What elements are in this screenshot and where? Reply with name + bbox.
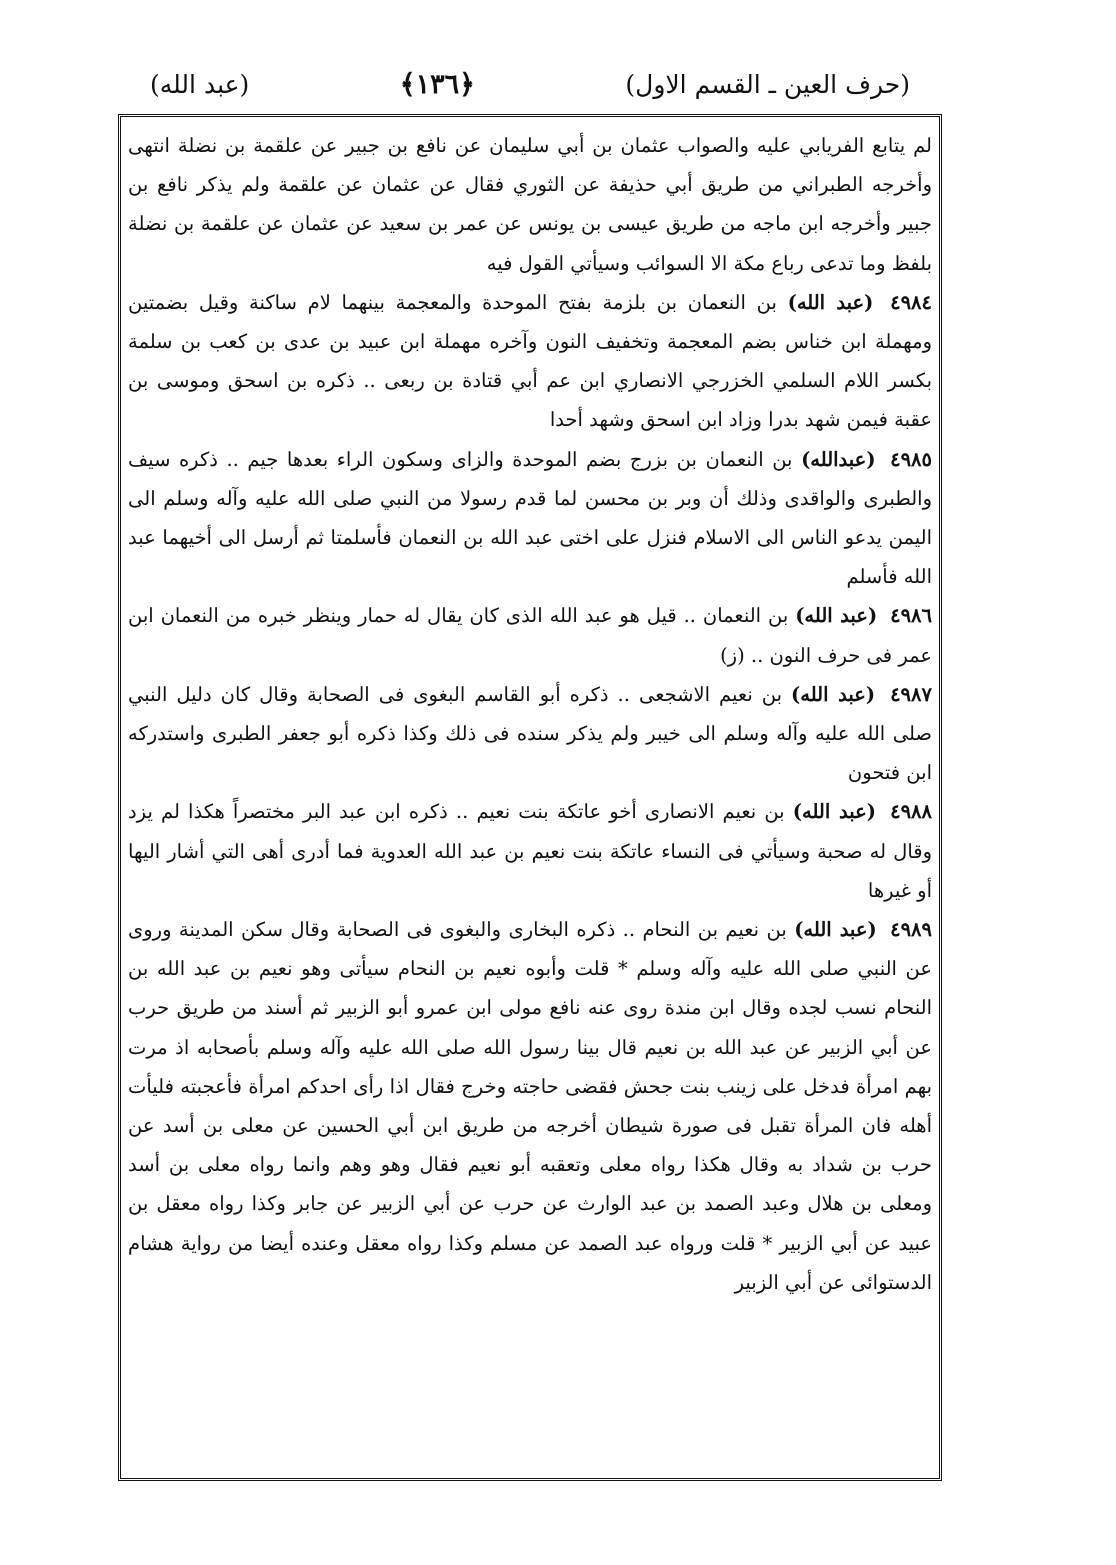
entry-number: ٤٩٨٩	[890, 918, 932, 942]
section-title: (حرف العين ـ القسم الاول)	[625, 69, 910, 99]
entry-name: (عبد الله)	[791, 682, 876, 706]
paragraph-text: بن نعيم بن النحام .. ذكره البخارى والبغوى فى الصحابة وقال سكن المدينة وروى عن النبي صلى الله عليه وآله وسلم * قلت وأبوه نعيم بن النحام سيأتى وهو نعيم بن عبد الله بن النحام نسب لجده وقال ابن مندة روى عنه نافع مولى ابن عمرو أبو الزبير ثم أسند من طريق حرب عن أبي الزبير عن عبد الله بن نعيم قال بينا رسول الله صلى الله عليه وآله وسلم بأصحابه اذ مرت بهم امرأة فدخل على زينب بنت جحش فقضى حاجته وخرج فقال اذا رأى احدكم امرأة فأعجبته فليأت أهله فان المرأة تقبل فى صورة شيطان أخرجه من طريق ابن أبي الحسين عن معلى بن أسد عن حرب بن شداد به وقال هكذا رواه معلى وتعقبه أبو نعيم فقال وهو وهم وانما رواه معلى بن أسد ومعلى بن هلال وعبد الصمد بن عبد الوارث عن حرب عن أبي الزبير عن جابر وكذا رواه معقل بن عبيد عن أبي الزبير * قلت ورواه عبد الصمد عن مسلم وكذا رواه معقل وعنده أيضا من رواية هشام الدستوائى عن أبي الزبير	[128, 918, 932, 1294]
entry-heading: (عبد الله)	[150, 69, 250, 99]
entry-name: (عبدالله)	[801, 447, 876, 471]
entry-paragraph	[128, 675, 932, 793]
entry-paragraph	[128, 792, 932, 910]
paragraph-text: بن النعمان بن بزرج بضم الموحدة والزاى وسكون الراء بعدها جيم .. ذكره سيف والطبرى والواقدى وذلك أن وبر بن محسن لما قدم رسولا من النبي صلى الله عليه وآله وسلم الى اليمن يدعو الناس الى الاسلام فنزل على اختى عبد الله بن النعمان فأسلمتا ثم أرسل الى أخيهما عبد الله فأسلم	[128, 447, 932, 589]
entry-name: (عبد الله)	[794, 918, 877, 942]
paragraph	[128, 126, 932, 283]
entry-name: (عبد الله)	[795, 604, 878, 628]
entry-paragraph	[128, 283, 932, 440]
entry-paragraph	[128, 596, 932, 674]
page-number: ﴿١٣٦﴾	[399, 68, 475, 100]
entry-paragraph	[128, 910, 932, 1302]
paragraph-text: بن نعيم الاشجعى .. ذكره أبو القاسم البغوى فى الصحابة وقال كان دليل النبي صلى الله عليه وآله وسلم الى خيبر ولم يذكر سنده فى ذلك وكذا ذكره أبو جعفر الطبرى واستدركه ابن فتحون	[128, 682, 932, 785]
paragraph-text: بن النعمان .. قيل هو عبد الله الذى كان يقال له حمار وينظر خبره من النعمان ابن عمر فى حرف النون .. (ز)	[128, 604, 932, 667]
page-header	[150, 62, 910, 106]
page-body	[128, 126, 932, 1471]
entry-number: ٤٩٨٤	[890, 290, 932, 314]
entry-number: ٤٩٨٦	[890, 604, 932, 628]
paragraph-text: بن النعمان بن بلزمة بفتح الموحدة والمعجمة بينهما لام ساكنة وقيل بضمتين ومهملة ابن خناس بضم المعجمة وتخفيف النون وآخره مهملة ابن عبيد بن عدى بن كعب بن سلمة بكسر اللام السلمي الخزرجي الانصاري ابن عم أبي قتادة بن ربعى .. ذكره بن اسحق وموسى بن عقبة فيمن شهد بدرا وزاد ابن اسحق وشهد أحدا	[128, 290, 932, 432]
entry-paragraph	[128, 440, 932, 597]
entry-number: ٤٩٨٥	[890, 447, 932, 471]
entry-name: (عبد الله)	[792, 800, 876, 824]
entry-name: (عبد الله)	[787, 290, 874, 314]
paragraph-text: لم يتابع الفريابي عليه والصواب عثمان بن أبي سليمان عن نافع بن جبير عن علقمة بن نضلة انتهى وأخرجه الطبراني من طريق أبي حذيفة عن الثوري فقال عن عثمان عن علقمة ولم يذكر نافع بن جبير وأخرجه ابن ماجه من طريق عيسى بن يونس عن عمر بن سعيد عن عثمان عن علقمة بن نضلة بلفظ وما تدعى رباع مكة الا السوائب وسيأتي القول فيه	[128, 134, 932, 275]
entry-number: ٤٩٨٧	[890, 682, 932, 706]
entry-number: ٤٩٨٨	[890, 800, 932, 824]
paragraph-text: بن نعيم الانصارى أخو عاتكة بنت نعيم .. ذكره ابن عبد البر مختصراً هكذا لم يزد وقال له صحبة وسيأتي فى النساء عاتكة بنت نعيم بن عبد الله العدوية فما أدرى أهى التي أشار اليها أو غيرها	[128, 800, 932, 902]
